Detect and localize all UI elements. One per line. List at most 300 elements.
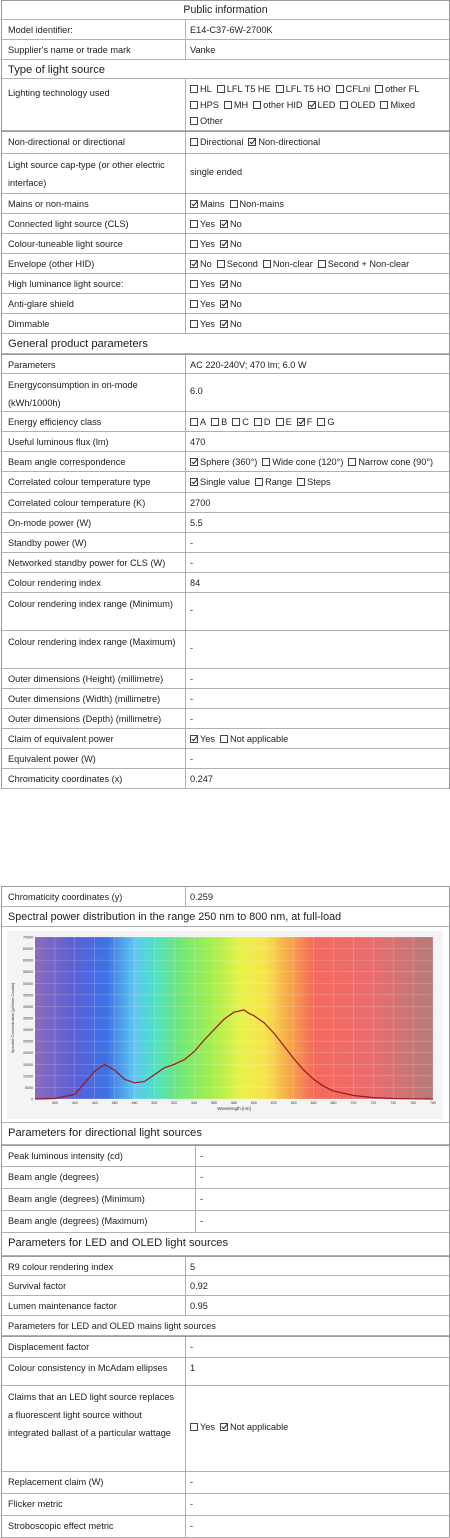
row-value: AC 220-240V; 470 lm; 6.0 W [190, 360, 307, 370]
checkbox-option [340, 97, 375, 113]
option-label: Non-clear [272, 259, 313, 269]
x-tick-label: 440 [91, 1101, 98, 1105]
table-row [2, 513, 449, 533]
row-value: 2700 [190, 498, 211, 508]
row-value: - [190, 558, 194, 568]
identity-row [2, 40, 449, 60]
row-value: - [200, 1151, 204, 1161]
option-label: Non-mains [239, 199, 284, 209]
checkbox-option [211, 414, 227, 431]
unchecked-box-icon [220, 735, 228, 743]
option-label: No [230, 299, 242, 309]
table-row [2, 432, 449, 452]
light-type-rows [2, 131, 449, 334]
row-label: On-mode power (W) [2, 513, 186, 532]
section-heading-row [2, 1123, 449, 1145]
checkbox-option [220, 296, 242, 313]
checkbox-option [276, 414, 292, 431]
row-value [186, 132, 449, 153]
x-tick-label: 560 [211, 1101, 218, 1105]
option-label: Yes [200, 239, 215, 249]
table-row [2, 1358, 449, 1386]
row-label: Non-directional or directional [2, 132, 186, 153]
option-label: Yes [200, 1422, 215, 1432]
row-label: Colour rendering index [2, 573, 186, 592]
table-row [2, 154, 449, 194]
checkbox-option [190, 196, 225, 213]
checkbox-option [190, 256, 212, 273]
x-tick-label: 760 [410, 1101, 417, 1105]
checkbox-option [217, 256, 258, 273]
table-row [2, 234, 449, 254]
unchecked-box-icon [254, 418, 262, 426]
option-label: Mains [200, 199, 225, 209]
table-row [2, 749, 449, 769]
checkbox-option [253, 97, 302, 113]
unchecked-box-icon [190, 300, 198, 308]
x-tick-label: 620 [270, 1101, 277, 1105]
option-label: Second + Non-clear [327, 259, 410, 269]
spectral-power-chart [7, 931, 443, 1119]
table-row [2, 254, 449, 274]
option-label: LFL T5 HE [226, 84, 271, 94]
option-label: CFLni [345, 84, 371, 94]
table-row [2, 1167, 449, 1189]
option-label: E [285, 417, 292, 427]
row-value: 6.0 [190, 386, 203, 396]
checked-box-icon [190, 458, 198, 466]
option-label: Other [200, 116, 223, 126]
section-heading-row [2, 1233, 449, 1256]
x-tick-label: 640 [290, 1101, 297, 1105]
checkbox-option [220, 316, 242, 333]
section-heading: Parameters for LED and OLED mains light sources [8, 1321, 216, 1331]
checkbox-option [232, 414, 249, 431]
checkbox-option [190, 454, 257, 471]
row-label: Anti-glare shield [2, 294, 186, 313]
unchecked-box-icon [255, 478, 263, 486]
x-tick-label: 780 [430, 1101, 436, 1105]
table-row [2, 553, 449, 573]
row-label: Lumen maintenance factor [2, 1296, 186, 1315]
mains-rows [2, 1336, 449, 1538]
x-tick-label: 460 [111, 1101, 118, 1105]
row-value: - [200, 1172, 204, 1182]
checkbox-option [220, 1419, 288, 1437]
row-value: 0.259 [190, 892, 213, 902]
table-row [2, 533, 449, 553]
x-tick-label: 580 [231, 1101, 237, 1105]
option-label: No [200, 259, 212, 269]
product-info-sheet-continued [1, 886, 450, 1538]
checkbox-option [276, 81, 331, 97]
table-row [2, 1145, 449, 1167]
option-label: LED [317, 100, 336, 110]
lighting-technology-row [2, 79, 449, 131]
unchecked-box-icon [262, 458, 270, 466]
unchecked-box-icon [348, 458, 356, 466]
checkbox-option [190, 97, 219, 113]
checkbox-option [220, 276, 242, 293]
y-tick-label: 40000 [23, 1004, 33, 1009]
row-label: Correlated colour temperature (K) [2, 493, 186, 512]
row-value [186, 314, 449, 333]
table-row [2, 1256, 449, 1276]
option-label: C [242, 417, 249, 427]
general-parameter-rows [2, 354, 449, 789]
unchecked-box-icon [253, 101, 261, 109]
unchecked-box-icon [190, 1423, 198, 1431]
x-tick-label: 700 [350, 1101, 357, 1105]
option-label: Steps [307, 477, 331, 487]
unchecked-box-icon [190, 85, 198, 93]
y-tick-label: 15000 [23, 1062, 33, 1067]
y-tick-label: 45000 [23, 993, 33, 998]
row-value: - [190, 1499, 194, 1509]
table-row [2, 1472, 449, 1494]
option-label: Wide cone (120°) [272, 457, 344, 467]
row-label: Energy efficiency class [2, 412, 186, 431]
row-label: Parameters [2, 355, 186, 373]
unchecked-box-icon [217, 85, 225, 93]
checked-box-icon [220, 1423, 228, 1431]
checkbox-option [220, 731, 288, 748]
x-tick-label: 680 [330, 1101, 337, 1105]
x-tick-label: 720 [370, 1101, 377, 1105]
option-label: LFL T5 HO [285, 84, 331, 94]
row-value: single ended [190, 167, 243, 177]
identity-row [2, 20, 449, 40]
option-label: Narrow cone (90°) [358, 457, 434, 467]
option-label: Directional [200, 137, 244, 147]
option-label: No [230, 279, 242, 289]
row-value: - [190, 714, 194, 724]
title-row [2, 0, 449, 20]
checkbox-option [297, 414, 313, 431]
section-heading-row [2, 907, 449, 927]
y-tick-label: 30000 [23, 1028, 33, 1033]
checked-box-icon [190, 200, 198, 208]
row-label: Lighting technology used [2, 79, 186, 130]
option-label: Range [265, 477, 293, 487]
option-label: Yes [200, 734, 215, 744]
checkbox-option [336, 81, 371, 97]
x-tick-label: 500 [151, 1101, 158, 1105]
row-value: - [200, 1216, 204, 1226]
option-label: HPS [200, 100, 219, 110]
row-value: 84 [190, 578, 201, 588]
table-row [2, 1336, 449, 1358]
option-label: Yes [200, 319, 215, 329]
table-row [2, 412, 449, 432]
table-row [2, 472, 449, 493]
checkbox-option [190, 474, 250, 492]
row-label: Colour-tuneable light source [2, 234, 186, 253]
unchecked-box-icon [217, 260, 225, 268]
option-label: Yes [200, 219, 215, 229]
checkbox-option [318, 256, 409, 273]
row-label: Dimmable [2, 314, 186, 333]
option-label: other FL [385, 84, 420, 94]
y-tick-label: 25000 [23, 1039, 33, 1044]
table-row [2, 1494, 449, 1516]
checkbox-option [220, 216, 242, 233]
chromaticity-y-row [2, 886, 449, 907]
x-tick-label: 660 [310, 1101, 317, 1105]
table-row [2, 729, 449, 749]
row-label: Beam angle (degrees) (Maximum) [2, 1211, 196, 1232]
option-label: G [327, 417, 335, 427]
unchecked-box-icon [190, 320, 198, 328]
y-tick-label: 35000 [23, 1016, 33, 1021]
row-label: Stroboscopic effect metric [2, 1516, 186, 1537]
x-tick-label: 420 [71, 1101, 78, 1105]
unchecked-box-icon [297, 478, 305, 486]
table-row [2, 452, 449, 472]
row-value: - [190, 694, 194, 704]
x-tick-label: 540 [191, 1101, 198, 1105]
checked-box-icon [220, 280, 228, 288]
y-tick-label: 20000 [23, 1051, 33, 1056]
row-value [186, 729, 449, 748]
row-label: Beam angle (degrees) [2, 1167, 196, 1188]
table-row [2, 354, 449, 374]
y-tick-label: 70000 [23, 935, 33, 940]
option-label: B [221, 417, 228, 427]
unchecked-box-icon [340, 101, 348, 109]
x-tick-label: 480 [131, 1101, 138, 1105]
option-label: MH [233, 100, 249, 110]
row-label: Colour consistency in McAdam ellipses [2, 1358, 186, 1385]
section-heading: Parameters for LED and OLED light sources [8, 1237, 229, 1249]
table-row [2, 294, 449, 314]
checked-box-icon [308, 101, 316, 109]
row-value: - [190, 643, 194, 653]
table-row [2, 593, 449, 631]
section-heading: Parameters for directional light sources [8, 1127, 203, 1139]
x-tick-label: 400 [51, 1101, 58, 1105]
table-row [2, 1276, 449, 1296]
y-tick-label: 50000 [23, 981, 33, 986]
checked-box-icon [190, 735, 198, 743]
unchecked-box-icon [232, 418, 240, 426]
checkbox-option [297, 474, 331, 492]
option-label: OLED [350, 100, 376, 110]
y-tick-label: 10000 [23, 1074, 33, 1079]
option-label: No [230, 239, 242, 249]
checkbox-option [262, 454, 343, 471]
row-label: Survival factor [2, 1276, 186, 1295]
checkbox-option [263, 256, 313, 273]
option-label: Not applicable [230, 1422, 289, 1432]
checkbox-option [380, 97, 415, 113]
row-label: Outer dimensions (Height) (millimetre) [2, 669, 186, 688]
y-tick-label: 5000 [25, 1085, 33, 1090]
row-value: - [200, 1194, 204, 1204]
row-value [186, 254, 449, 273]
row-label: Beam angle correspondence [2, 452, 186, 471]
table-row [2, 631, 449, 669]
table-row [2, 214, 449, 234]
checkbox-option [190, 236, 215, 253]
table-row [2, 493, 449, 513]
unchecked-box-icon [211, 418, 219, 426]
table-row [2, 274, 449, 294]
row-value: - [190, 754, 194, 764]
row-label: Displacement factor [2, 1337, 186, 1357]
row-value [186, 234, 449, 253]
unchecked-box-icon [276, 85, 284, 93]
row-value [186, 194, 449, 213]
option-label: A [200, 417, 207, 427]
x-axis-label: Wavelength [nm] [217, 1106, 251, 1111]
technology-options [186, 79, 449, 130]
row-label: Correlated colour temperature type [2, 472, 186, 492]
option-label: No [230, 219, 242, 229]
table-row [2, 689, 449, 709]
option-label: F [306, 417, 313, 427]
row-value: 1 [190, 1363, 196, 1373]
row-value: - [190, 605, 194, 615]
checkbox-option [217, 81, 271, 97]
checkbox-option [317, 414, 334, 431]
row-value [186, 1386, 449, 1471]
unchecked-box-icon [190, 138, 198, 146]
unchecked-box-icon [318, 260, 326, 268]
section-heading-row [2, 334, 449, 354]
row-label: High luminance light source: [2, 274, 186, 293]
row-label: Replacement claim (W) [2, 1472, 186, 1493]
product-info-sheet [1, 0, 450, 789]
row-label: Model identifier: [2, 20, 186, 39]
option-label: Yes [200, 279, 215, 289]
section-heading: Spectral power distribution in the range 250 nm to 800 nm, at full-load [8, 911, 342, 923]
checkbox-option [190, 81, 212, 97]
section-heading: General product parameters [8, 338, 148, 350]
row-label: Colour rendering index range (Minimum) [2, 593, 186, 630]
checkbox-option [190, 414, 206, 431]
checked-box-icon [248, 138, 256, 146]
option-label: HL [200, 84, 212, 94]
spectrum-chart-row [2, 927, 449, 1123]
option-label: Single value [200, 477, 251, 487]
row-label: Equivalent power (W) [2, 749, 186, 768]
supplier-value: Vanke [190, 45, 216, 55]
row-label: Colour rendering index range (Maximum) [2, 631, 186, 668]
unchecked-box-icon [190, 117, 198, 125]
option-label: other HID [263, 100, 303, 110]
checkbox-option [190, 113, 223, 129]
row-value: 0.92 [190, 1281, 208, 1291]
table-row [2, 1189, 449, 1211]
option-label: Mixed [390, 100, 415, 110]
option-label: Sphere (360°) [200, 457, 258, 467]
unchecked-box-icon [263, 260, 271, 268]
page-title: Public information [183, 4, 268, 16]
row-value: 5 [190, 1262, 196, 1272]
checkbox-option [248, 134, 320, 152]
checkbox-option [190, 316, 215, 333]
table-row [2, 314, 449, 334]
row-label: Light source cap-type (or other electric interface) [2, 154, 186, 193]
row-value [186, 274, 449, 293]
checkbox-option [348, 454, 433, 471]
row-value: - [190, 1521, 194, 1531]
table-row [2, 669, 449, 689]
row-value [186, 214, 449, 233]
table-row [2, 194, 449, 214]
option-label: Non-directional [258, 137, 321, 147]
row-label: Chromaticity coordinates (y) [2, 887, 186, 906]
directional-rows [2, 1145, 449, 1233]
row-label: Outer dimensions (Width) (millimetre) [2, 689, 186, 708]
row-label: Connected light source (CLS) [2, 214, 186, 233]
y-tick-label: 55000 [23, 970, 33, 975]
row-label: Supplier's name or trade mark [2, 40, 186, 59]
unchecked-box-icon [190, 240, 198, 248]
option-label: No [230, 319, 242, 329]
section-heading-row [2, 60, 449, 79]
table-row [2, 769, 449, 789]
checkbox-option [190, 296, 215, 313]
checkbox-option [224, 97, 248, 113]
row-value: 0.95 [190, 1301, 208, 1311]
unchecked-box-icon [276, 418, 284, 426]
row-label: Flicker metric [2, 1494, 186, 1515]
table-row [2, 131, 449, 154]
checkbox-option [190, 276, 215, 293]
unchecked-box-icon [190, 418, 198, 426]
checked-box-icon [220, 240, 228, 248]
option-label: D [263, 417, 271, 427]
row-value: - [190, 1342, 194, 1352]
row-label: Energyconsumption in on-mode (kWh/1000h) [2, 374, 186, 411]
table-row [2, 1296, 449, 1316]
model-identifier-value: E14-C37-6W-2700K [190, 25, 273, 35]
row-value [186, 412, 449, 431]
row-value: - [190, 674, 194, 684]
checkbox-option [190, 216, 215, 233]
checkbox-option [308, 97, 336, 113]
y-tick-label: 65000 [23, 947, 33, 952]
row-value [186, 294, 449, 313]
option-label: Second [226, 259, 258, 269]
row-label: Claim of equivalent power [2, 729, 186, 748]
row-label: Outer dimensions (Depth) (millimetre) [2, 709, 186, 728]
x-tick-label: 520 [171, 1101, 178, 1105]
row-label: Envelope (other HID) [2, 254, 186, 273]
y-tick-label: 60000 [23, 958, 33, 963]
x-tick-label: 600 [250, 1101, 257, 1105]
unchecked-box-icon [190, 220, 198, 228]
row-label: Networked standby power for CLS (W) [2, 553, 186, 572]
y-tick-label: 0 [31, 1097, 33, 1102]
unchecked-box-icon [230, 200, 238, 208]
led-rows [2, 1256, 449, 1316]
row-value [186, 452, 449, 471]
y-axis-label: Spectral Concentration [µW/nm Counts] [10, 982, 15, 1054]
table-row [2, 374, 449, 412]
table-row [2, 1211, 449, 1233]
checkbox-option [190, 1419, 215, 1437]
checkbox-option [220, 236, 242, 253]
table-row [2, 573, 449, 593]
checkbox-option [190, 134, 243, 152]
checkbox-option [254, 414, 271, 431]
table-row [2, 709, 449, 729]
table-row [2, 1386, 449, 1472]
checkbox-option [375, 81, 419, 97]
